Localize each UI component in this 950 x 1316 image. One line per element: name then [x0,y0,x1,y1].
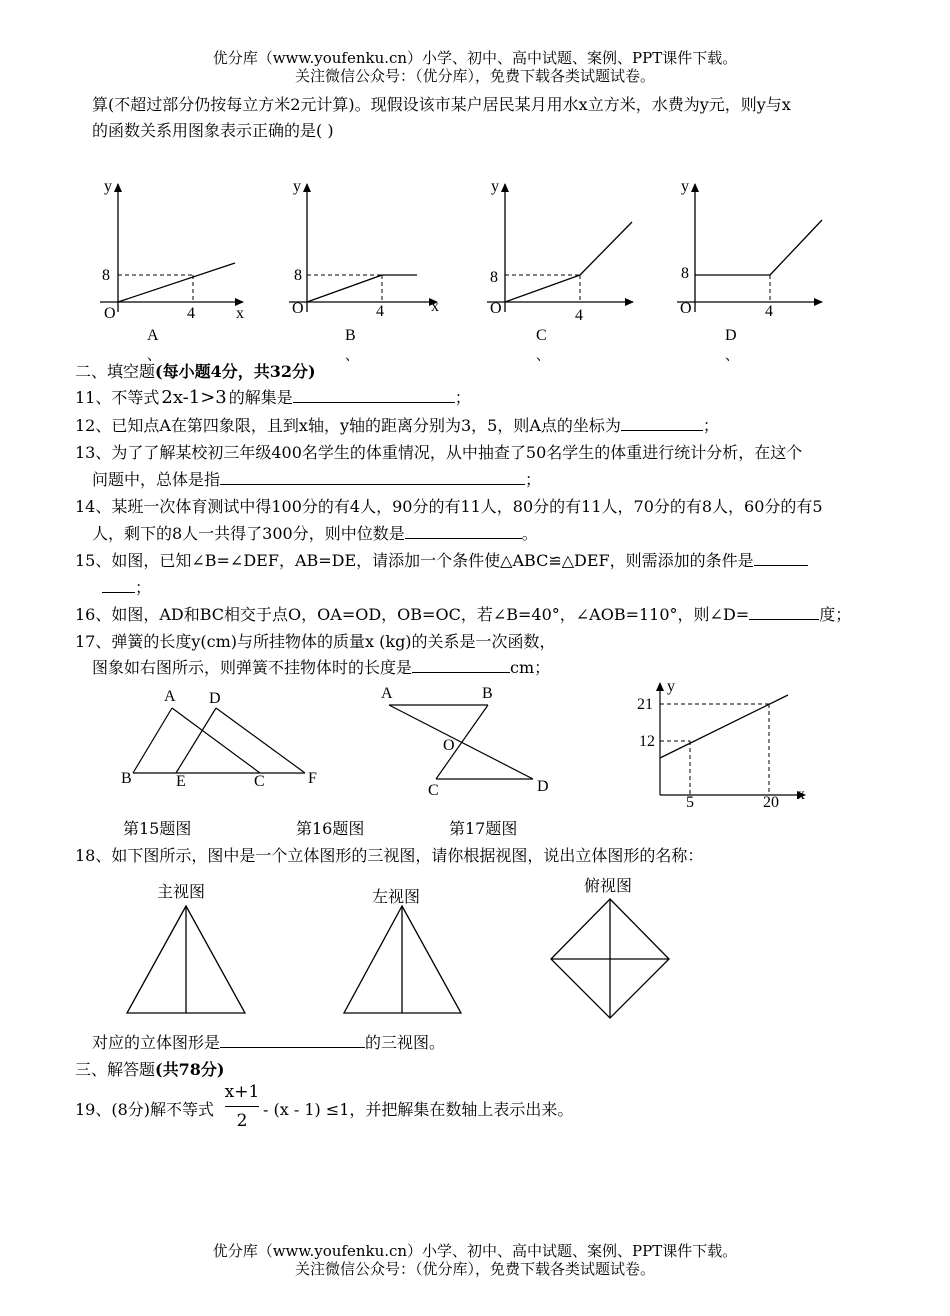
fig15-C: C [254,773,265,790]
view-left-label: 左视图 [372,887,421,906]
fig16 [381,685,549,799]
graph-a-4: 4 [187,305,195,322]
graph-b-origin: O [292,300,304,317]
figures-15-17 [0,675,950,815]
fig17 [637,678,805,811]
q14-blank[interactable] [405,524,522,539]
fig17-x: x [797,786,805,803]
q13-line1: 13、为了了解某校初三年级400名学生的体重情况，从中抽查了50名学生的体重进行统计分析，在这个 [75,443,803,462]
q18-blank[interactable] [220,1033,365,1048]
option-a-mark: 、 [147,349,161,364]
fig17-12: 12 [639,733,655,750]
fig16-O: O [443,737,455,754]
fig15-caption: 第15题图 [123,819,192,838]
graph-b-8: 8 [294,267,302,284]
fig17-20: 20 [763,794,779,811]
footer-line-1: 优分库（www.youfenku.cn）小学、初中、高中试题、案例、PPT课件下载。 [212,1242,738,1260]
header-line-2: 关注微信公众号：（优分库），免费下载各类试题试卷。 [294,67,655,85]
q13-blank[interactable] [220,470,525,485]
q12-blank[interactable] [621,416,703,431]
q11-blank[interactable] [293,388,455,403]
option-c-mark: 、 [536,349,550,364]
graph-d-origin: O [680,300,692,317]
q11: 11、不等式 2x-1>3 的解集是 ； [75,387,471,408]
q10-graphs [0,170,950,370]
graph-a [100,178,244,322]
q10-line1: 算(不超过部分仍按每立方米2元计算)。现假设该市某户居民某月用水x立方米，水费为y元，则y与x [92,95,791,114]
q19-fraction-bar [225,1106,259,1107]
top-view [551,899,669,1018]
q16-blank[interactable] [749,605,819,620]
q10-line2: 的函数关系用图象表示正确的是( ) [92,121,334,140]
front-view [127,906,245,1013]
graph-b-x: x [431,298,439,315]
option-b-label: B [345,327,356,344]
header-line-1: 优分库（www.youfenku.cn）小学、初中、高中试题、案例、PPT课件下载。 [212,49,738,67]
q18-text: 18、如下图所示，图中是一个立体图形的三视图，请你根据视图，说出立体图形的名称： [75,846,704,865]
section3-title: 三、解答题(共78分) [75,1060,225,1079]
fig16-D: D [537,778,549,795]
graph-b-y: y [293,178,301,195]
view-top-label: 俯视图 [584,876,633,895]
option-c-label: C [536,327,547,344]
q15-blank-a[interactable] [754,551,808,566]
graph-c-8: 8 [490,269,498,286]
fig15-A: A [164,688,176,705]
fig17-21: 21 [637,696,653,713]
q15-line1: 15、如图，已知∠B=∠DEF，AB=DE，请添加一个条件使△ABC≌△DEF，则需添加的条件是 [75,548,808,571]
q19-denominator: 2 [236,1111,248,1131]
graph-c-origin: O [490,300,502,317]
graph-c-y: y [491,178,499,195]
fig15 [121,688,317,790]
q17-line2: 图象如右图所示，则弹簧不挂物体时的长度是 cm； [92,658,551,677]
graph-c [487,178,633,324]
graph-b-4: 4 [376,303,384,320]
fig16-caption: 第16题图 [296,819,365,838]
option-d-label: D [725,327,737,344]
option-d-mark: 、 [725,349,739,364]
fig17-caption: 第17题图 [449,819,518,838]
graph-a-x: x [236,305,244,322]
graph-a-8: 8 [102,267,110,284]
option-b-mark: 、 [345,349,359,364]
section2-title: 二、填空题(每小题4分，共32分) [75,362,316,381]
fig15-E: E [176,773,186,790]
fig17-y: y [667,678,675,695]
q12: 12、已知点A在第四象限，且到x轴，y轴的距离分别为3，5，则A点的坐标为 ； [75,416,719,435]
graph-a-y: y [104,178,112,195]
q17-line1: 17、弹簧的长度y(cm)与所挂物体的质量x (kg)的关系是一次函数， [75,632,556,651]
fig17-5: 5 [686,794,694,811]
q15-line2: ； [102,575,151,598]
fig15-F: F [308,770,317,787]
footer-line-2: 关注微信公众号：（优分库），免费下载各类试题试卷。 [294,1260,655,1278]
fig16-A: A [381,685,393,702]
fig15-D: D [209,690,221,707]
site-header [0,49,950,85]
q14-line2: 人，剩下的8人一共得了300分，则中位数是 。 [92,524,538,543]
q13-line2: 问题中，总体是指 ； [92,470,542,489]
fig16-C: C [428,782,439,799]
graph-b [289,178,439,320]
q17-blank[interactable] [412,658,510,673]
graph-d-8: 8 [681,265,689,282]
q15-blank-b[interactable] [102,578,135,593]
graph-d-4: 4 [765,303,773,320]
q11-expr: 2x-1>3 [161,387,227,408]
q16: 16、如图，AD和BC相交于点O，OA=OD，OB=OC，若∠B=40°，∠AOB=110°，则∠D= 度； [75,605,852,624]
fig15-B: B [121,770,132,787]
left-view [344,906,461,1013]
option-a-label: A [147,327,159,344]
q14-line1: 14、某班一次体育测试中得100分的有4人，90分的有11人，80分的有11人，70分的有8人，60分的有5 [75,497,823,516]
q19-numerator: x+1 [224,1082,260,1102]
graph-c-4: 4 [575,307,583,324]
site-footer [0,1242,950,1278]
q18-answer: 对应的立体图形是 的三视图。 [92,1033,446,1052]
fig16-B: B [482,685,493,702]
view-front-label: 主视图 [157,882,206,901]
graph-d [677,178,822,320]
graph-a-origin: O [104,305,116,322]
graph-d-y: y [681,178,689,195]
three-views [0,890,950,1030]
